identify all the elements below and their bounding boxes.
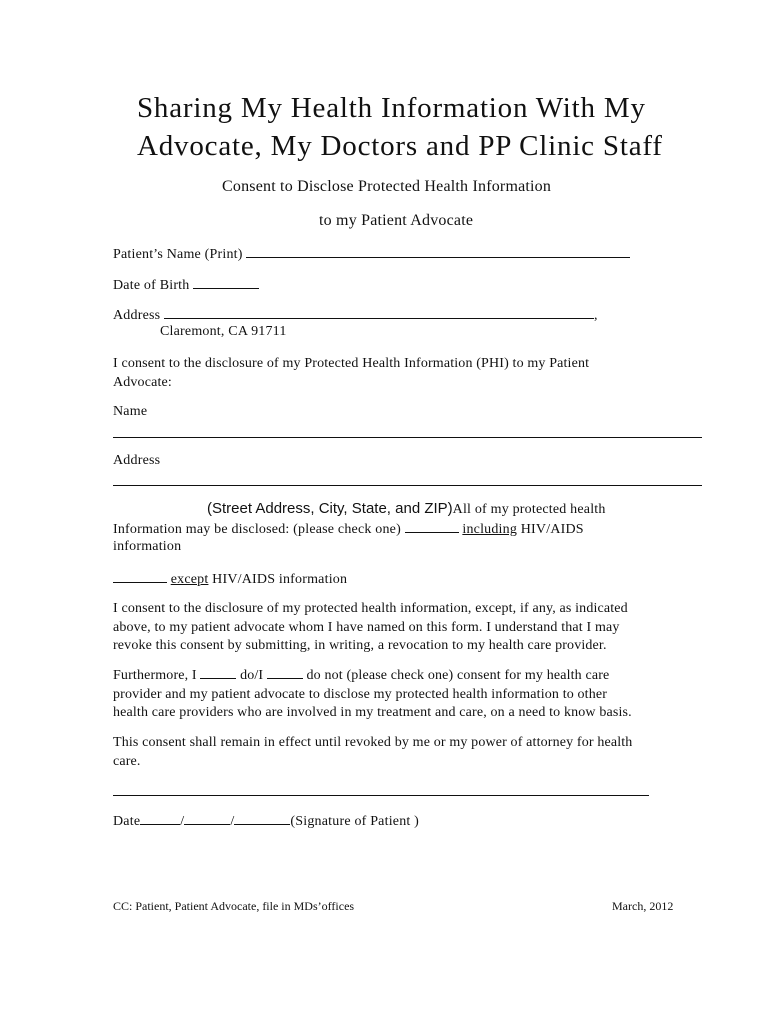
except-rest-text: HIV/AIDS information [212,572,348,587]
form-title-line-1: Sharing My Health Information With My [137,92,646,124]
advocate-name-label: Name [113,404,148,419]
consent-paragraph-line-3: revoke this consent by submitting, in writing, a revocation to my health care provider. [113,638,607,653]
date-label: Date [113,814,141,829]
date-day-field[interactable] [184,812,230,825]
form-title-line-2: Advocate, My Doctors and PP Clinic Staff [137,130,663,162]
duration-line-2: care. [113,753,141,769]
dob-label: Date of Birth [113,278,190,293]
do-not-checkbox[interactable] [267,666,303,679]
patient-address-row [113,306,598,324]
consent-paragraph-line-1: I consent to the disclosure of my protected health information, except, if any, as indicated [113,601,628,616]
including-hiv-checkbox[interactable] [405,520,459,533]
patient-name-row [113,245,630,263]
advocate-address-label: Address [113,453,161,468]
date-month-field[interactable] [140,812,180,825]
furthermore-line-1 [113,666,713,686]
city-line: Claremont, CA 91711 [160,324,287,339]
date-year-field[interactable] [234,812,290,825]
address-comma: , [594,308,598,323]
street-hint: (Street Address, City, State, and ZIP) [207,500,453,517]
consent-intro-line-2: Advocate: [113,374,172,390]
signature-label: (Signature of Patient ) [290,814,420,829]
hiv-aids-text: HIV/AIDS [520,522,584,537]
date-slash-2: / [230,814,235,829]
patient-address-label: Address [113,308,161,323]
footer-date: March, 2012 [612,899,674,913]
except-hiv-checkbox[interactable] [113,570,167,583]
furthermore-paragraph [113,666,713,723]
disclosure-prompt: Information may be disclosed: (please check one) [113,522,401,537]
furthermore-text-c: do not (please check one) consent for my health care [306,668,610,683]
consent-paragraph [113,600,713,656]
furthermore-text-a: Furthermore, I [113,668,197,683]
date-slash-1: / [180,814,185,829]
dob-row [113,276,259,294]
duration-paragraph [113,734,713,771]
form-subtitle-line-2: to my Patient Advocate [319,212,474,229]
disclosure-line-1 [207,500,606,518]
patient-name-field[interactable] [246,245,630,258]
including-word: including [462,522,518,537]
except-row [113,570,347,588]
footer-cc: CC: Patient, Patient Advocate, file in MDs’offices [113,899,355,913]
patient-address-field[interactable] [164,306,594,319]
consent-intro-line-1: I consent to the disclosure of my Protected Health Information (PHI) to my Patient [113,356,590,371]
do-checkbox[interactable] [200,666,236,679]
furthermore-text-b: do/I [240,668,264,683]
dob-field[interactable] [193,276,259,289]
advocate-name-field[interactable] [113,437,702,438]
form-subtitle-line-1: Consent to Disclose Protected Health Information [222,178,552,195]
furthermore-line-3: health care providers who are involved in my treatment and care, on a need to know basis. [113,705,632,720]
signature-field[interactable] [113,795,649,796]
advocate-address-field[interactable] [113,485,702,486]
consent-intro [113,355,713,392]
all-info-text: All of my protected health [452,502,606,517]
consent-paragraph-line-2: above, to my patient advocate whom I have named on this form. I understand that I may [113,619,620,635]
disclosure-line-2 [113,520,584,538]
date-signature-row [113,812,419,830]
except-word: except [170,572,209,587]
furthermore-line-2: provider and my patient advocate to disclose my protected health information to other [113,686,608,702]
patient-name-label: Patient’s Name (Print) [113,247,243,262]
duration-line-1: This consent shall remain in effect until revoked by me or my power of attorney for health [113,735,633,750]
disclosure-line-3: information [113,539,182,554]
